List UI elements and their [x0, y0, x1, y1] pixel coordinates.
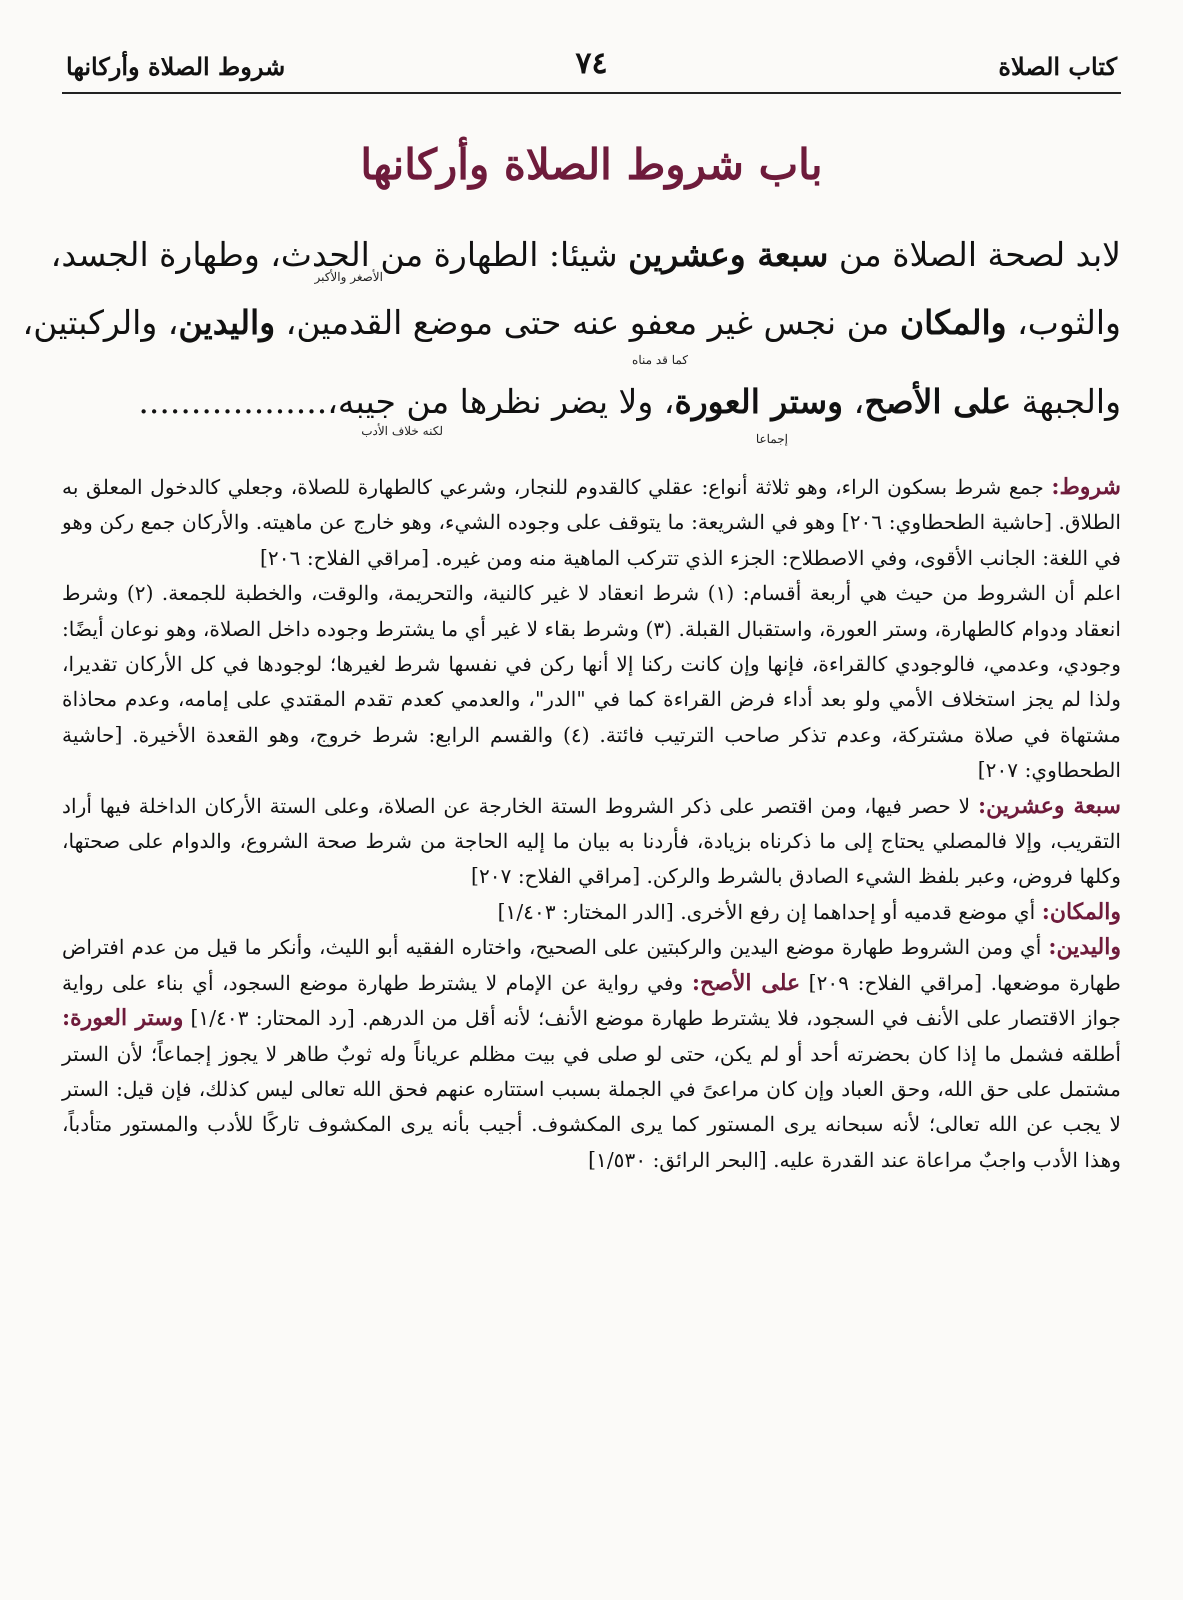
interlinear-gloss: إجماعا	[755, 432, 788, 446]
commentary-keyword: على الأصح:	[691, 969, 801, 996]
commentary-paragraph: سبعة وعشرين: لا حصر فيها، ومن اقتصر على ذكر الشروط الستة الخارجة عن الصلاة، وعلى الستة الأركان الداخلة فيها أراد التقريب، وإلا فالمصلي يحتاج إلى ما ذكرناه بزيادة، فأردنا به بيان ما إليه الحاجة من شرط صحة الشروع، والدوام على صحتها، وكلها فروض، وعبر بلفظ الشيء الصادق بالشرط والركن. [مراقي الفلاح: ٢٠٧]	[62, 792, 1121, 889]
commentary-keyword: شروط:	[1051, 474, 1121, 500]
page-number: ٧٤	[575, 46, 608, 81]
keyword: وستر العورة	[674, 382, 844, 421]
running-header	[62, 48, 1121, 94]
keyword: على الأصح	[864, 382, 1012, 421]
header-book-title: كتاب الصلاة	[998, 52, 1117, 81]
commentary-keyword: سبعة وعشرين:	[977, 792, 1121, 819]
matn-line-1: لابد لصحة الصلاة من سبعة وعشرين شيئا: الطهارة من الحدث، وطهارة الجسد،	[50, 235, 1121, 274]
commentary-paragraph: واليدين: أي ومن الشروط طهارة موضع اليدين والركبتين على الصحيح، واختاره الفقيه أبو الليث، وأنكر ما قيل من عدم افتراض طهارة موضعها. [مراقي الفلاح: ٢٠٩] على الأصح: وفي رواية عن الإمام لا يشترط طهارة موضع السجود، أي بناء على رواية جواز الاقتصار على الأنف في السجود، فلا يشترط طهارة موضع الأنف؛ لأنه أقل من الدرهم. [رد المحتار: ١/٤٠٣] وستر العورة: أطلقه فشمل ما إذا كان بحضرته أحد أو لم يكن، حتى لو صلى في بيت مظلم عرياناً وله ثوبٌ طاهر لا يجوز إجماعاً؛ لأن الستر مشتمل على حق الله، وحق العباد وإن كان مراعىً في الجملة بسبب استتاره عنهم فحق الله تعالى ليس كذلك، فإن قيل: الستر لا يجب عن الله تعالى؛ لأنه سبحانه يرى المستور كما يرى المكشوف. أجيب بأنه يرى المكشوف تاركًا للأدب والمستور متأدباً، وهذا الأدب واجبٌ مراعاة عند القدرة عليه. [البحر الرائق: ١/٥٣٠]	[62, 934, 1122, 1172]
commentary	[62, 470, 1121, 1178]
interlinear-gloss: كما قد مناه	[632, 353, 688, 367]
keyword: سبعة وعشرين	[628, 235, 829, 274]
keyword: واليدين	[178, 303, 276, 342]
chapter-title: باب شروط الصلاة وأركانها	[360, 140, 823, 189]
commentary-keyword: والمكان:	[1041, 898, 1121, 925]
commentary-paragraph: اعلم أن الشروط من حيث هي أربعة أقسام: (١) شرط انعقاد لا غير كالنية، والتحريمة، والوقت، والخطبة للجمعة. (٢) وشرط انعقاد ودوام كالطهارة، وستر العورة، واستقبال القبلة. (٣) وشرط بقاء لا غير أي ما يشترط وجوده داخل الصلاة، وهو نوعان أيضًا: وجودي، وعدمي، فالوجودي كالقراءة، فإنها وإن كانت ركنا إلا أنها ركن في نفسها شرط لغيرها؛ لوجودها في كل الأركان تقديرا، ولذا لم يجز استخلاف الأمي ولو بعد أداء فرض القراءة كما في "الدر"، والعدمي كعدم تقدم المقتدي على إمامه، وعدم محاذاة مشتهاة في صلاة مشتركة، وعدم تذكر صاحب الترتيب فائتة. (٤) والقسم الرابع: شرط خروج، وهو القعدة الأخيرة. [حاشية الطحطاوي: ٢٠٧]	[62, 581, 1122, 783]
commentary-keyword: واليدين:	[1048, 934, 1121, 961]
matn-line-3: والجبهة على الأصح، وستر العورة، ولا يضر نظرها من جيبه،..................	[138, 382, 1121, 421]
interlinear-gloss: لكنه خلاف الأدب	[361, 424, 443, 438]
header-chapter-title: شروط الصلاة وأركانها	[66, 52, 286, 81]
keyword: والمكان	[899, 303, 1007, 342]
interlinear-gloss: الأصغر والأكبر	[314, 270, 383, 284]
commentary-keyword: وستر العورة:	[62, 1005, 184, 1032]
commentary-paragraph: شروط: جمع شرط بسكون الراء، وهو ثلاثة أنواع: عقلي كالقدوم للنجار، وشرعي كالطهارة للصلاة، وجعلي كالدخول المعلق به الطلاق. [حاشية الطحطاوي: ٢٠٦] وهو في الشريعة: ما يتوقف على وجوده الشيء، وهو خارج عن ماهيته. والأركان جمع ركن وهو في اللغة: الجانب الأقوى، وفي الاصطلاح: الجزء الذي تتركب الماهية منه ومن غيره. [مراقي الفلاح: ٢٠٦]	[62, 474, 1121, 570]
commentary-paragraph: والمكان: أي موضع قدميه أو إحداهما إن رفع الأخرى. [الدر المختار: ١/٤٠٣]	[497, 898, 1121, 925]
matn-line-2: والثوب، والمكان من نجس غير معفو عنه حتى موضع القدمين، واليدين، والركبتين،	[22, 303, 1121, 342]
